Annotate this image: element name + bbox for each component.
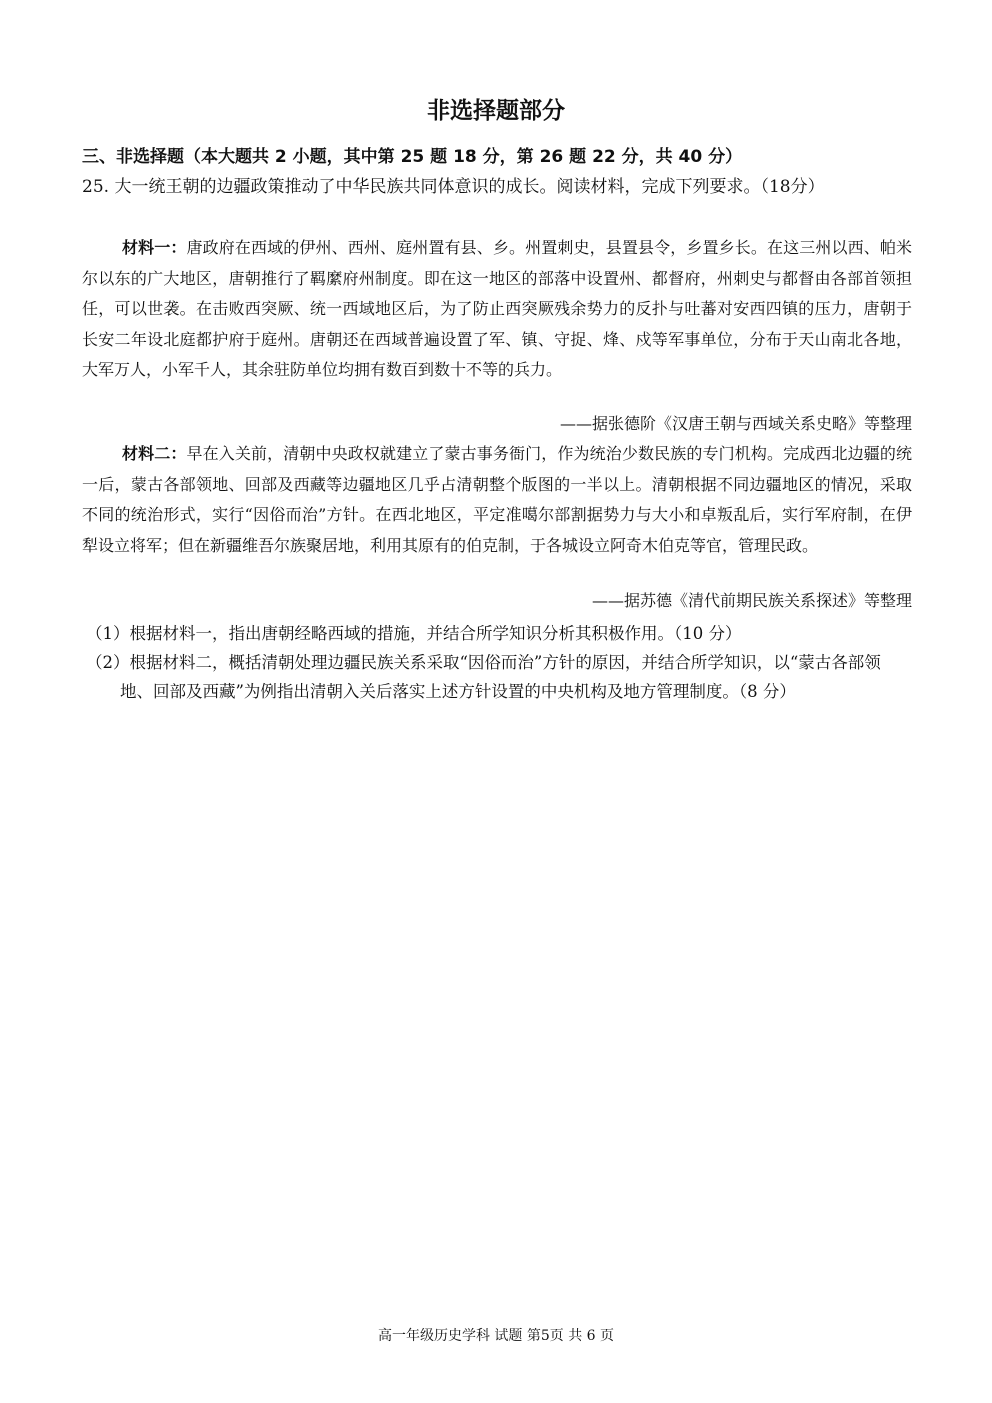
material-2-text: 早在入关前，清朝中央政权就建立了蒙古事务衙门，作为统治少数民族的专门机构。完成西北边疆的统一后，蒙古各部领地、回部及西藏等边疆地区几乎占清朝整个版图的一半以上。清朝根据不同边疆地区的情况，采取不同的统治形式，实行“因俗而治”方针。在西北地区，平定准噶尔部割据势力与大小和卓叛乱后，实行军府制，在伊犁设立将军；但在新疆维吾尔族聚居地，利用其原有的伯克制，于各城设立阿奇木伯克等官，管理民政。	[82, 444, 912, 555]
sub-question-2: （2）根据材料二，概括清朝处理边疆民族关系采取“因俗而治”方针的原因，并结合所学知识，以“蒙古各部领地、回部及西藏”为例指出清朝入关后落实上述方针设置的中央机构及地方管理制度。（8 分）	[86, 653, 881, 701]
material-2-source: ——据苏德《清代前期民族关系探述》等整理	[591, 591, 912, 610]
material-1-source: ——据张德阶《汉唐王朝与西域关系史略》等整理	[559, 414, 912, 433]
page-title: 非选择题部分	[427, 98, 565, 124]
material-1	[82, 233, 912, 386]
material-2	[82, 439, 912, 561]
material-2-label: 材料二：	[122, 444, 187, 463]
sub-question-1: （1）根据材料一，指出唐朝经略西域的措施，并结合所学知识分析其积极作用。（10 分）	[86, 624, 742, 643]
question-25-stem: 25. 大一统王朝的边疆政策推动了中华民族共同体意识的成长。阅读材料，完成下列要求。（18分）	[82, 177, 825, 197]
material-1-text: 唐政府在西域的伊州、西州、庭州置有县、乡。州置刺史，县置县令，乡置乡长。在这三州以西、帕米尔以东的广大地区，唐朝推行了羁縻府州制度。即在这一地区的部落中设置州、都督府，州刺史与都督由各部首领担任，可以世袭。在击败西突厥、统一西域地区后，为了防止西突厥残余势力的反扑与吐蕃对安西四镇的压力，唐朝于长安二年设北庭都护府于庭州。唐朝还在西域普遍设置了军、镇、守捉、烽、戍等军事单位，分布于天山南北各地，大军万人，小军千人，其余驻防单位均拥有数百到数十不等的兵力。	[82, 238, 912, 379]
section-heading: 三、非选择题（本大题共 2 小题，其中第 25 题 18 分，第 26 题 22 分，共 40 分）	[82, 147, 743, 167]
material-1-label: 材料一：	[122, 238, 187, 257]
page-footer: 高一年级历史学科 试题 第5页 共 6 页	[377, 1328, 615, 1344]
